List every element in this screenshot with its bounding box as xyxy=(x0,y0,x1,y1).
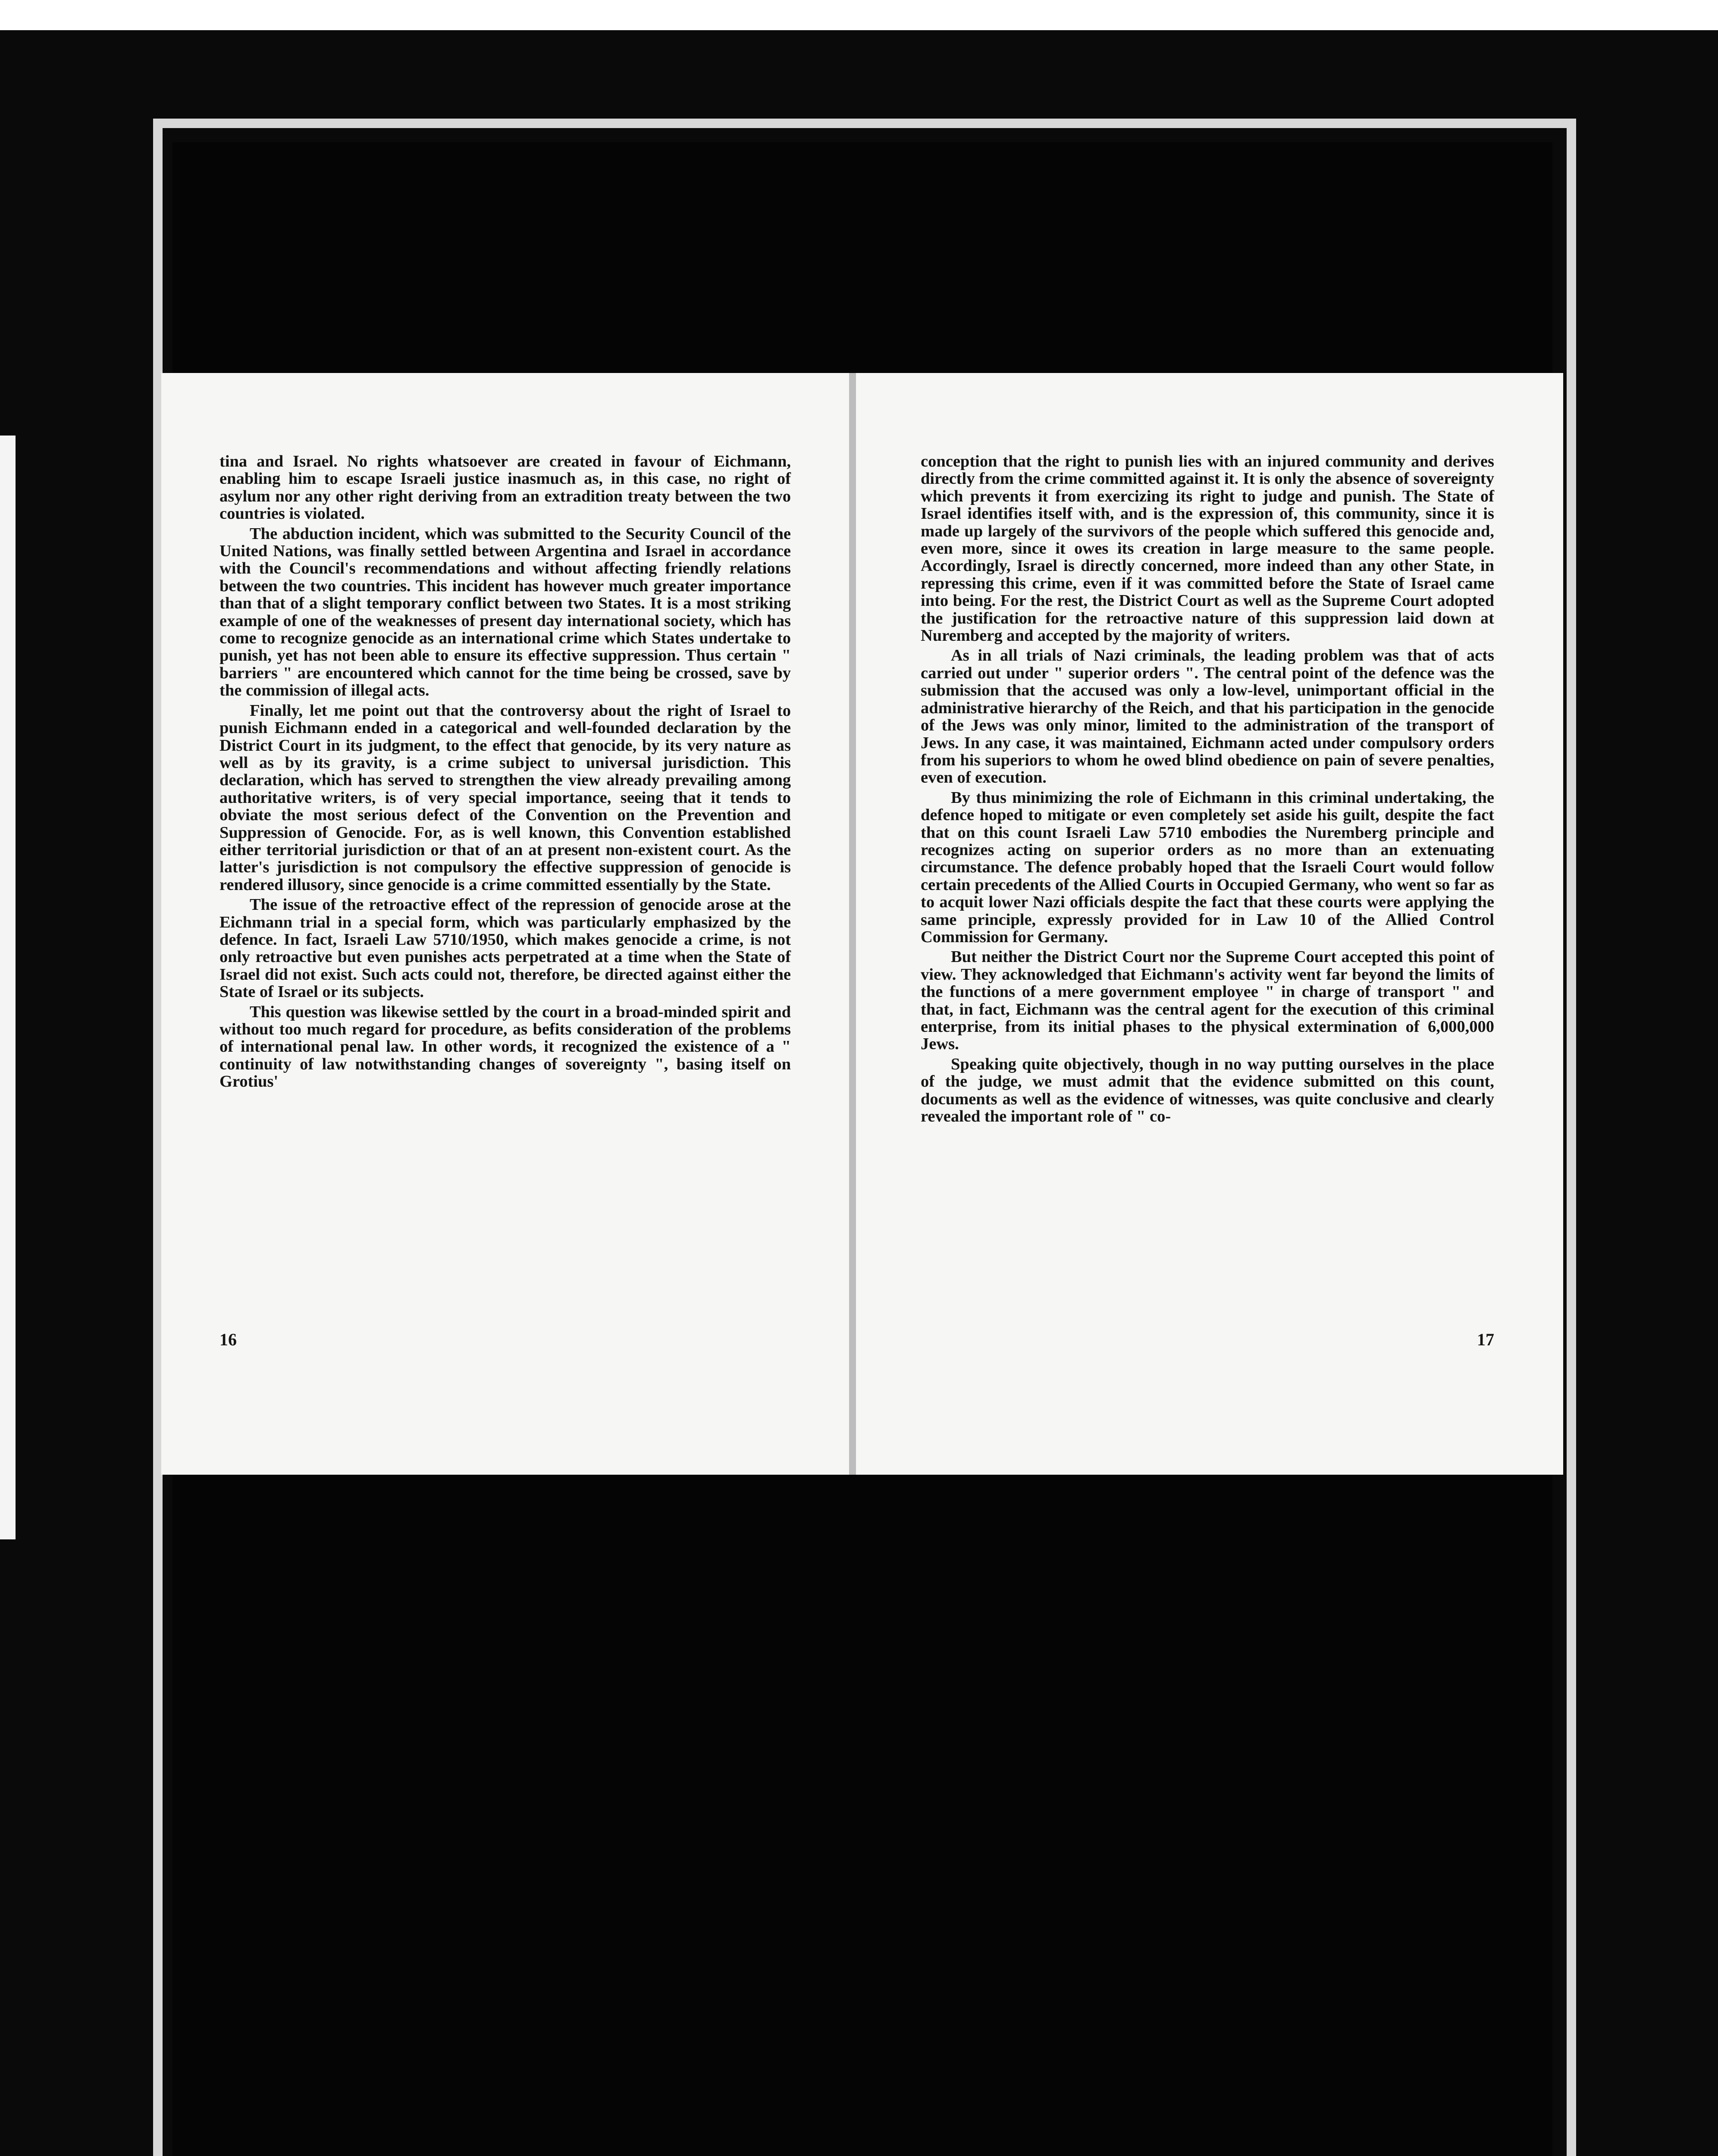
right-page xyxy=(856,373,1563,1475)
paragraph: This question was likewise settled by the court in a broad-minded spirit and without too much regard for procedure, as befits consideration of the problems of international penal law. In other words, it recognized the existence of a " continuity of law notwithstanding changes of sovereignty ", basing itself on Grotius' xyxy=(219,1003,791,1091)
paragraph: tina and Israel. No rights whatsoever are created in favour of Eichmann, enabling him to escape Israeli justice inasmuch as, in this case, no right of asylum nor any other right deriving from an extradition treaty between the two countries is violated. xyxy=(219,452,791,523)
left-page-text xyxy=(219,453,791,1091)
paragraph: The abduction incident, which was submitted to the Security Council of the United Nations, was finally settled between Argentina and Israel in accordance with the Council's recommendations and without affecting friendly relations between the two countries. This incident has however much greater importance than that of a slight temporary conflict between two States. It is a most striking example of one of the weaknesses of present day international society, which has come to recognize genocide as an international crime which States undertake to punish, yet has not been able to ensure its effective suppression. Thus certain " barriers " are encountered which cannot for the time being be crossed, save by the commission of illegal acts. xyxy=(219,524,791,700)
paragraph: Speaking quite objectively, though in no way putting ourselves in the place of the judge, we must admit that the evidence submitted on this count, documents as well as the evidence of witnesses, was quite conclusive and clearly revealed the important role of " co- xyxy=(921,1055,1494,1126)
paragraph: The issue of the retroactive effect of the repression of genocide arose at the Eichmann trial in a special form, which was particularly emphasized by the defence. In fact, Israeli Law 5710/1950, which makes genocide a crime, is not only retroactive but even punishes acts perpetrated at a time when the State of Israel did not exist. Such acts could not, therefore, be directed against either the State of Israel or its subjects. xyxy=(219,896,791,1001)
left-page xyxy=(161,373,849,1475)
right-page-text xyxy=(921,453,1494,1125)
page-number: 17 xyxy=(1477,1330,1494,1349)
adjacent-frame-edge xyxy=(0,436,16,1539)
paragraph: conception that the right to punish lies with an injured community and derives directly from the crime committed against it. It is only the absence of sovereignty which prevents it from exercizing its right to judge and punish. The State of Israel identifies itself with, and is the expression of, this community, since it is made up largely of the survivors of the people which suffered this genocide and, even more, since it owes its creation in large measure to the same people. Accordingly, Israel is directly concerned, more indeed than any other State, in repressing this crime, even if it was committed before the State of Israel came into being. For the rest, the District Court as well as the Supreme Court adopted the justification for the retroactive nature of this suppression laid down at Nuremberg and accepted by the majority of writers. xyxy=(921,452,1494,645)
paragraph: Finally, let me point out that the controversy about the right of Israel to punish Eichmann ended in a categorical and well-founded declaration by the District Court in its judgment, to the effect that genocide, by its very nature as well as by its gravity, is a crime subject to universal jurisdiction. This declaration, which has served to strengthen the view already prevailing among authoritative writers, is of very special importance, seeing that it tends to obviate the most serious defect of the Convention on the Prevention and Suppression of Genocide. For, as is well known, this Convention established either territorial jurisdiction or that of an at present non-existent court. As the latter's jurisdiction is not compulsory the effective suppression of genocide is rendered illusory, since genocide is a crime committed essentially by the State. xyxy=(219,701,791,894)
book-gutter xyxy=(849,373,856,1475)
paragraph: By thus minimizing the role of Eichmann in this criminal undertaking, the defence hoped to mitigate or even completely set aside his guilt, despite the fact that on this count Israeli Law 5710 embodies the Nuremberg principle and recognizes acting on superior orders as no more than an extenuating circumstance. The defence probably hoped that the Israeli Court would follow certain precedents of the Allied Courts in Occupied Germany, who went so far as to acquit lower Nazi officials despite the fact that these courts were applying the same principle, expressly provided for in Law 10 of the Allied Control Commission for Germany. xyxy=(921,788,1494,946)
page-number: 16 xyxy=(219,1330,237,1349)
paragraph: But neither the District Court nor the Supreme Court accepted this point of view. They acknowledged that Eichmann's activity went far beyond the limits of the functions of a mere government employee " in charge of transport " and that, in fact, Eichmann was the central agent for the execution of this criminal enterprise, from its initial phases to the physical extermination of 6,000,000 Jews. xyxy=(921,948,1494,1053)
paragraph: As in all trials of Nazi criminals, the leading problem was that of acts carried out under " superior orders ". The central point of the defence was the submission that the accused was only a low-level, unimportant official in the administrative hierarchy of the Reich, and that his participation in the genocide of the Jews was only minor, limited to the administration of the transport of Jews. In any case, it was maintained, Eichmann acted under compulsory orders from his superiors to whom he owed blind obedience on pain of severe penalties, even of execution. xyxy=(921,646,1494,787)
